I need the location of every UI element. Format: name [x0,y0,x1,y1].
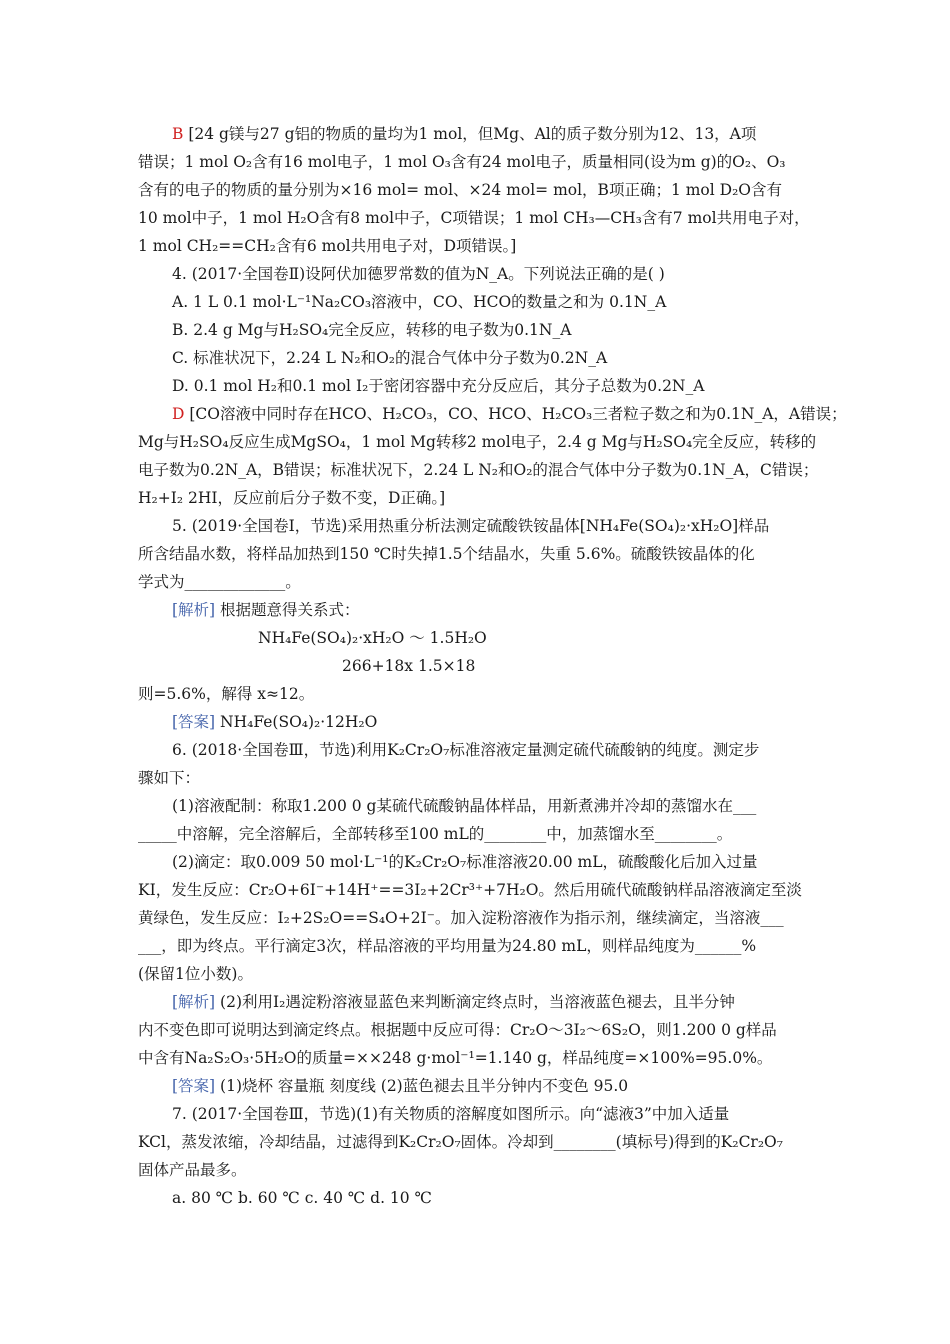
line-text: D. 0.1 mol H₂和0.1 mol I₂于密闭容器中充分反应后，其分子总数为0.2N_A [172,377,705,395]
line-text: (2)利用I₂遇淀粉溶液显蓝色来判断滴定终点时，当溶液蓝色褪去，且半分钟 [215,993,735,1011]
answer-letter: D [172,405,185,423]
text-line [172,320,571,340]
text-line [138,908,784,928]
line-text: KCl，蒸发浓缩，冷却结晶，过滤得到K₂Cr₂O₇固体。冷却到________(填标号)得到的K₂Cr₂O₇ [138,1133,783,1151]
line-text: [24 g镁与27 g铝的物质的量均为1 mol，但Mg、Al的质子数分别为12、13，A项 [183,125,757,143]
line-text: 错误；1 mol O₂含有16 mol电子，1 mol O₃含有24 mol电子，质量相同(设为m g)的O₂、O₃ [138,153,786,171]
text-line [172,292,666,312]
text-line [138,880,802,900]
line-text: Mg与H₂SO₄反应生成MgSO₄，1 mol Mg转移2 mol电子，2.4 g Mg与H₂SO₄完全反应，转移的 [138,433,817,451]
answer-letter: B [172,125,184,143]
line-text: 10 mol中子，1 mol H₂O含有8 mol中子，C项错误；1 mol CH₃—CH₃含有7 mol共用电子对， [138,209,810,227]
text-line [138,936,756,956]
line-text: 黄绿色，发生反应：I₂+2S₂O==S₄O+2I⁻。加入淀粉溶液作为指示剂，继续滴定，当溶液___ [138,909,784,927]
text-line [138,460,818,480]
line-text: 所含结晶水数，将样品加热到150 ℃时失掉1.5个结晶水，失重 5.6%。硫酸铁铵晶体的化 [138,545,755,563]
text-line [172,1076,628,1096]
text-line [172,404,847,424]
text-line [138,1160,247,1180]
line-text: 7. (2017·全国卷Ⅲ，节选)(1)有关物质的溶解度如图所示。向“滤液3”中加入适量 [172,1105,730,1123]
text-line [138,1132,783,1152]
text-line [172,712,377,732]
line-text: 1 mol CH₂==CH₂含有6 mol共用电子对，D项错误。] [138,237,517,255]
text-line [172,516,769,536]
text-line [172,796,756,816]
text-line [138,544,755,564]
line-text: 中含有Na₂S₂O₃·5H₂O的质量=××248 g·mol⁻¹=1.140 g，样品纯度=×100%=95.0%。 [138,1049,773,1067]
line-text: a. 80 ℃ b. 60 ℃ c. 40 ℃ d. 10 ℃ [172,1189,432,1207]
section-tag: [解析] [172,601,216,619]
text-line [138,236,516,256]
text-line [138,1020,777,1040]
line-text: A. 1 L 0.1 mol·L⁻¹Na₂CO₃溶液中，CO、HCO的数量之和为 0.1N_A [172,293,667,311]
section-tag: [答案] [172,1077,216,1095]
text-line [138,964,253,984]
text-line [172,1188,432,1208]
line-text: 固体产品最多。 [138,1161,247,1179]
line-text: _____中溶解，完全溶解后，全部转移至100 mL的________中，加蒸馏水至________。 [138,825,733,843]
line-text: H₂+I₂ 2HI，反应前后分子数不变，D正确。] [138,489,446,507]
text-line [138,824,732,844]
line-text: 内不变色即可说明达到滴定终点。根据题中反应可得：Cr₂O～3I₂～6S₂O，则1.200 0 g样品 [138,1021,777,1039]
line-text: B. 2.4 g Mg与H₂SO₄完全反应，转移的电子数为0.1N_A [172,321,572,339]
section-tag: [解析] [172,993,216,1011]
text-line [342,656,475,676]
line-text: (1)烧杯 容量瓶 刻度线 (2)蓝色褪去且半分钟内不变色 95.0 [215,1077,629,1095]
text-line [172,376,704,396]
text-line [138,768,200,788]
line-text: 266+18x 1.5×18 [342,657,476,675]
text-line [172,740,759,760]
line-text: 电子数为0.2N_A，B错误；标准状况下，2.24 L N₂和O₂的混合气体中分子数为0.1N_A，C错误； [138,461,819,479]
line-text: (保留1位小数)。 [138,965,253,983]
line-text: 则=5.6%，解得 x≈12。 [138,685,315,703]
text-line [172,124,756,144]
line-text: NH₄Fe(SO₄)₂·12H₂O [215,713,378,731]
text-line [138,572,301,592]
text-line [172,264,665,284]
line-text: KI，发生反应：Cr₂O+6I⁻+14H⁺==3I₂+2Cr³⁺+7H₂O。然后用硫代硫酸钠样品溶液滴定至淡 [138,881,802,899]
text-line [258,628,487,648]
text-line [138,152,786,172]
text-line [172,600,360,620]
line-text: ___，即为终点。平行滴定3次，样品溶液的平均用量为24.80 mL，则样品纯度为______% [138,937,757,955]
line-text: (2)滴定：取0.009 50 mol·L⁻¹的K₂Cr₂O₇标准溶液20.00 mL，硫酸酸化后加入过量 [172,853,758,871]
line-text: 学式为_____________。 [138,573,301,591]
line-text: 根据题意得关系式： [215,601,360,619]
text-line [138,432,816,452]
text-line [138,684,314,704]
text-line [138,180,782,200]
text-line [172,348,607,368]
line-text: NH₄Fe(SO₄)₂·xH₂O ～ 1.5H₂O [258,629,487,647]
text-line [138,488,445,508]
line-text: 含有的电子的物质的量分别为×16 mol= mol、×24 mol= mol，B项正确；1 mol D₂O含有 [138,181,782,199]
line-text: 4. (2017·全国卷Ⅱ)设阿伏加德罗常数的值为N_A。下列说法正确的是( ) [172,265,665,283]
line-text: C. 标准状况下，2.24 L N₂和O₂的混合气体中分子数为0.2N_A [172,349,608,367]
line-text: 5. (2019·全国卷Ⅰ，节选)采用热重分析法测定硫酸铁铵晶体[NH₄Fe(SO₄)₂·xH₂O]样品 [172,517,770,535]
line-text: 骤如下： [138,769,201,787]
line-text: [CO溶液中同时存在HCO、H₂CO₃，CO、HCO、H₂CO₃三者粒子数之和为0.1N_A，A错误； [184,405,847,423]
text-line [138,1048,772,1068]
line-text: (1)溶液配制：称取1.200 0 g某硫代硫酸钠晶体样品，用新煮沸并冷却的蒸馏水在___ [172,797,757,815]
section-tag: [答案] [172,713,216,731]
text-line [172,852,758,872]
text-line [138,208,810,228]
text-line [172,992,735,1012]
text-line [172,1104,729,1124]
line-text: 6. (2018·全国卷Ⅲ，节选)利用K₂Cr₂O₇标准溶液定量测定硫代硫酸钠的纯度。测定步 [172,741,760,759]
